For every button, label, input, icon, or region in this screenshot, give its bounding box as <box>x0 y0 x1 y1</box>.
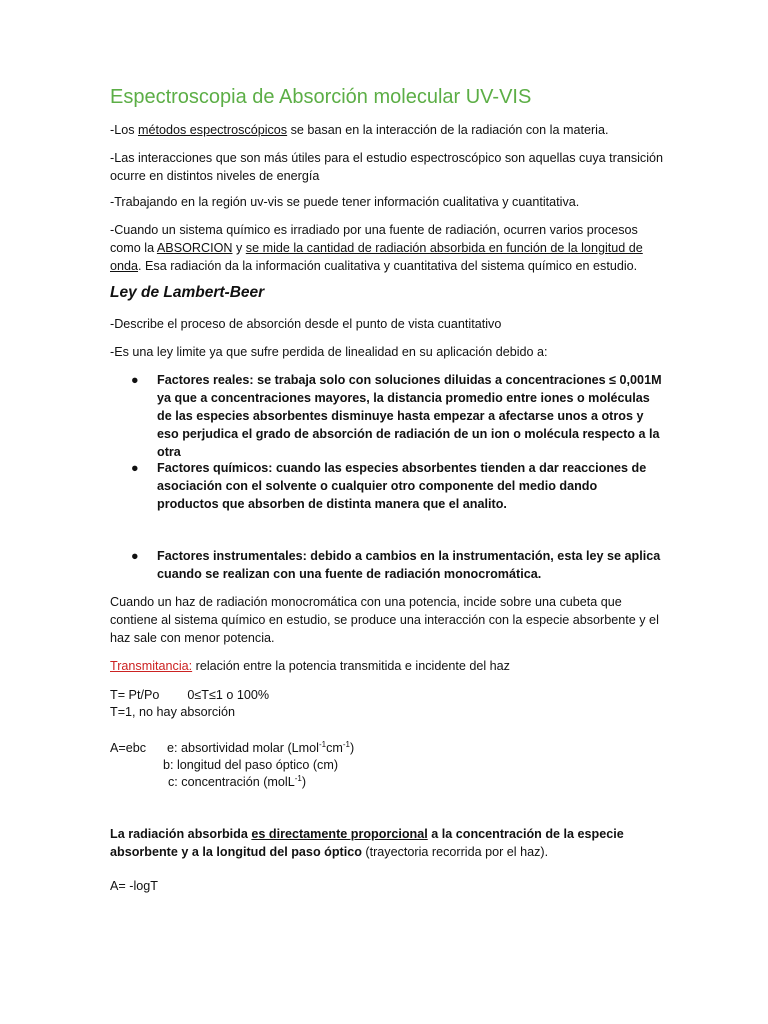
underlined-phrase: se mide la cantidad de radiación absorbida en función de la longitud de onda <box>110 241 643 273</box>
bullet-factores-instrumentales <box>157 547 662 583</box>
section-heading: Ley de Lambert-Beer <box>110 284 265 301</box>
bullet-body: cuando las especies absorbentes tienden a dar reacciones de asociación con el solvente o cualquier otro componente del medio dando productos que absorben de distinta manera que el analito. <box>157 461 647 511</box>
paragraph-metodos <box>110 121 670 139</box>
text-run: c: concentración (molL <box>168 775 295 789</box>
equation-abc <box>110 739 354 757</box>
superscript: -1 <box>294 774 302 783</box>
bullet-icon: ● <box>131 549 139 563</box>
bullet-lead: Factores instrumentales: <box>157 549 307 563</box>
text-run: relación entre la potencia transmitida e incidente del haz <box>192 659 510 673</box>
text-run: . Esa radiación da la información cualitativa y cuantitativa del sistema químico en estudio. <box>138 259 638 273</box>
paragraph-ley-limite: -Es una ley limite ya que sufre perdida de linealidad en su aplicación debido a: <box>110 345 548 359</box>
equation-c <box>168 773 306 791</box>
paragraph-haz: Cuando un haz de radiación monocromática con una potencia, incide sobre una cubeta que contiene al sistema químico en estudio, se produce una interacción con la especie absorbente y el haz sale con menor potencia. <box>110 595 659 645</box>
equation-b: b: longitud del paso óptico (cm) <box>163 758 339 772</box>
bullet-icon: ● <box>131 461 139 475</box>
text-run: A=ebc e: absortividad molar (Lmol <box>110 741 319 755</box>
document-title: Espectroscopia de Absorción molecular UV-VIS <box>110 86 532 108</box>
text-run: (trayectoria recorrida por el haz). <box>361 845 549 859</box>
superscript: -1 <box>318 740 327 749</box>
paragraph-interacciones: -Las interacciones que son más útiles para el estudio espectroscópico son aquellas cuya transición ocurre en distintos niveles de energía <box>110 151 664 183</box>
text-run: cm <box>326 741 343 755</box>
paragraph-describe: -Describe el proceso de absorción desde el punto de vista cuantitativo <box>110 317 502 331</box>
bold-run: La radiación absorbida <box>110 827 252 841</box>
text-run: se basan en la interacción de la radiación con la materia. <box>287 123 609 137</box>
underlined-term: ABSORCION <box>156 241 233 255</box>
text-run: ) <box>350 741 355 755</box>
paragraph-absorcion <box>110 221 670 275</box>
bullet-body: se trabaja solo con soluciones diluidas a concentraciones ≤ 0,001M ya que a concentraciones mayores, la distancia promedio entre iones o moléculas de las especies absorbentes disminuye hasta empezar a afectarse unos a otros y eso perjudica el grado de absorción de radiación de un ion o molécula respecto a la otra <box>157 373 662 459</box>
text-run: y <box>232 241 246 255</box>
text-run: -Los <box>110 123 138 137</box>
text-run: -Cuando un sistema químico es irradiado por una fuente de radiación, ocurren varios procesos como la <box>110 223 638 255</box>
paragraph-proporcional <box>110 825 670 861</box>
underlined-term: es directamente proporcional <box>251 827 428 841</box>
bullet-factores-reales <box>157 371 662 461</box>
text-run: ) <box>301 775 307 789</box>
bold-run: a la concentración de la especie absorbente y a la longitud del paso óptico <box>110 827 624 859</box>
superscript: -1 <box>342 740 350 749</box>
bullet-body: debido a cambios en la instrumentación, esta ley se aplica cuando se realizan con una fuente de radiación monocromática. <box>157 549 661 581</box>
equation-absorbancia: A= -logT <box>110 879 158 893</box>
equation-no-absorcion: T=1, no hay absorción <box>110 705 235 719</box>
equation-transmitancia: T= Pt/Po 0≤T≤1 o 100% <box>110 688 270 702</box>
paragraph-region-uv-vis: -Trabajando en la región uv-vis se puede tener información cualitativa y cuantitativa. <box>110 195 580 209</box>
paragraph-transmitancia <box>110 657 670 675</box>
bullet-lead: Factores reales: <box>157 373 254 387</box>
bullet-lead: Factores químicos: <box>157 461 273 475</box>
transmitancia-term: Transmitancia: <box>110 659 193 673</box>
bullet-icon: ● <box>131 373 139 387</box>
bullet-factores-quimicos <box>157 459 662 513</box>
underlined-term: métodos espectroscópicos <box>138 123 288 137</box>
